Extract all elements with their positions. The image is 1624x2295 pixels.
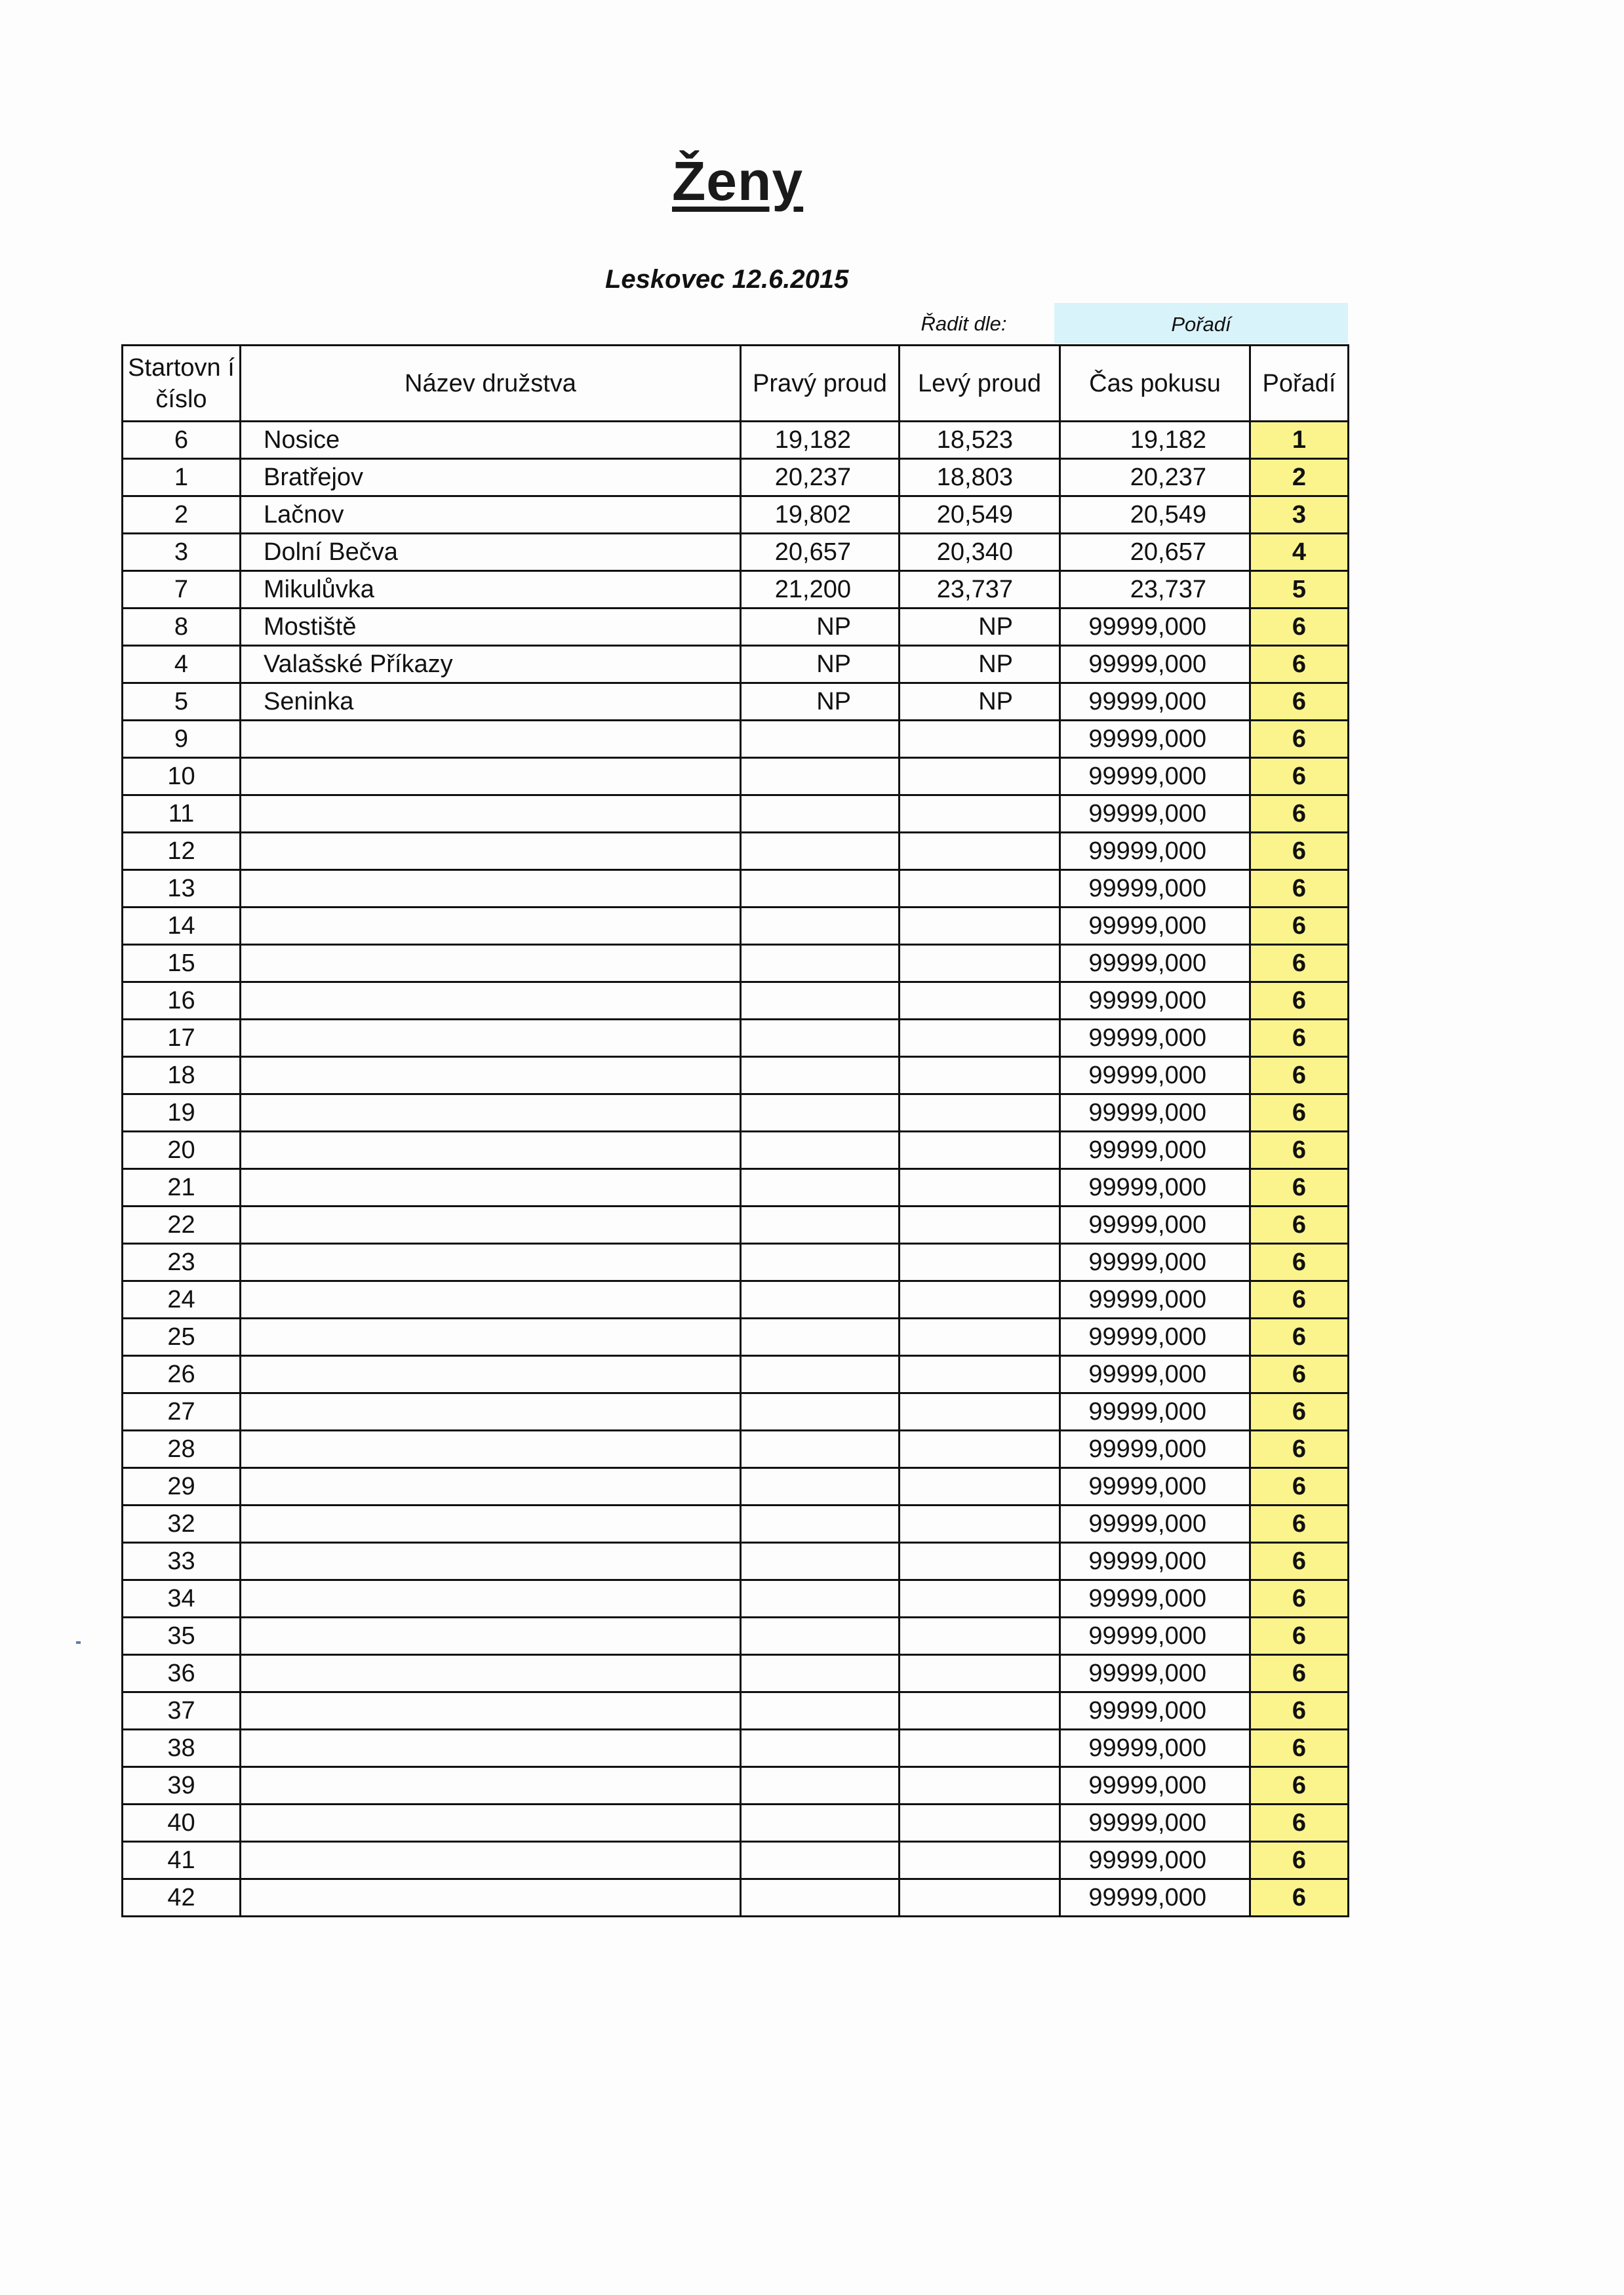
right-stream-cell: NP [741, 683, 900, 721]
team-name-cell [241, 1618, 741, 1655]
start-number-cell: 28 [123, 1431, 241, 1468]
left-stream-cell [900, 1281, 1060, 1319]
attempt-time-cell: 99999,000 [1060, 1319, 1250, 1356]
start-number-cell: 1 [123, 459, 241, 496]
rank-cell: 6 [1250, 1543, 1349, 1580]
right-stream-cell [741, 1057, 900, 1094]
right-stream-cell [741, 1879, 900, 1917]
rank-cell: 2 [1250, 459, 1349, 496]
table-row [123, 1692, 1349, 1730]
table-row [123, 1431, 1349, 1468]
start-number-cell: 39 [123, 1767, 241, 1805]
right-stream-cell: 20,237 [741, 459, 900, 496]
attempt-time-cell: 99999,000 [1060, 1692, 1250, 1730]
right-stream-cell [741, 721, 900, 758]
attempt-time-cell: 20,549 [1060, 496, 1250, 534]
rank-cell: 1 [1250, 422, 1349, 459]
team-name-cell [241, 1468, 741, 1506]
start-number-cell: 38 [123, 1730, 241, 1767]
start-number-cell: 41 [123, 1842, 241, 1879]
start-number-cell: 19 [123, 1094, 241, 1132]
start-number-cell: 11 [123, 795, 241, 833]
team-name-cell [241, 1580, 741, 1618]
rank-cell: 6 [1250, 1468, 1349, 1506]
left-stream-cell [900, 795, 1060, 833]
start-number-cell: 22 [123, 1207, 241, 1244]
team-name-cell [241, 1132, 741, 1169]
right-stream-cell [741, 1692, 900, 1730]
table-row [123, 758, 1349, 795]
table-row [123, 1655, 1349, 1692]
team-name-cell [241, 1057, 741, 1094]
start-number-cell: 10 [123, 758, 241, 795]
table-row [123, 1132, 1349, 1169]
rank-cell: 6 [1250, 1879, 1349, 1917]
team-name-cell [241, 1244, 741, 1281]
attempt-time-cell: 99999,000 [1060, 609, 1250, 646]
rank-cell: 6 [1250, 683, 1349, 721]
attempt-time-cell: 99999,000 [1060, 1879, 1250, 1917]
rank-cell: 5 [1250, 571, 1349, 609]
right-stream-cell [741, 1730, 900, 1767]
right-stream-cell [741, 908, 900, 945]
table-row [123, 1506, 1349, 1543]
rank-cell: 6 [1250, 908, 1349, 945]
table-row [123, 721, 1349, 758]
start-number-cell: 26 [123, 1356, 241, 1393]
rank-cell: 6 [1250, 1319, 1349, 1356]
table-row [123, 1580, 1349, 1618]
left-stream-cell [900, 1020, 1060, 1057]
attempt-time-cell: 99999,000 [1060, 908, 1250, 945]
rank-cell: 3 [1250, 496, 1349, 534]
table-row [123, 1020, 1349, 1057]
attempt-time-cell: 99999,000 [1060, 1393, 1250, 1431]
start-number-cell: 12 [123, 833, 241, 870]
right-stream-cell [741, 982, 900, 1020]
team-name-cell [241, 833, 741, 870]
team-name-cell [241, 1879, 741, 1917]
team-name-cell [241, 1393, 741, 1431]
right-stream-cell: NP [741, 646, 900, 683]
attempt-time-cell: 99999,000 [1060, 1132, 1250, 1169]
rank-cell: 6 [1250, 1057, 1349, 1094]
left-stream-cell [900, 1094, 1060, 1132]
table-row [123, 459, 1349, 496]
start-number-cell: 9 [123, 721, 241, 758]
header-team-name: Název družstva [241, 346, 741, 422]
table-row [123, 1281, 1349, 1319]
attempt-time-cell: 99999,000 [1060, 795, 1250, 833]
team-name-cell [241, 1655, 741, 1692]
attempt-time-cell: 99999,000 [1060, 1169, 1250, 1207]
team-name-cell: Lačnov [241, 496, 741, 534]
table-row [123, 1169, 1349, 1207]
table-row [123, 496, 1349, 534]
right-stream-cell [741, 1132, 900, 1169]
right-stream-cell [741, 945, 900, 982]
start-number-cell: 13 [123, 870, 241, 908]
rank-cell: 6 [1250, 945, 1349, 982]
table-row [123, 1094, 1349, 1132]
start-number-cell: 34 [123, 1580, 241, 1618]
team-name-cell [241, 1207, 741, 1244]
attempt-time-cell: 99999,000 [1060, 1655, 1250, 1692]
start-number-cell: 42 [123, 1879, 241, 1917]
attempt-time-cell: 99999,000 [1060, 1281, 1250, 1319]
start-number-cell: 27 [123, 1393, 241, 1431]
start-number-cell: 6 [123, 422, 241, 459]
team-name-cell [241, 721, 741, 758]
event-subtitle: Leskovec 12.6.2015 [605, 265, 849, 294]
team-name-cell [241, 945, 741, 982]
team-name-cell: Mostiště [241, 609, 741, 646]
right-stream-cell [741, 1393, 900, 1431]
right-stream-cell: 20,657 [741, 534, 900, 571]
right-stream-cell [741, 1356, 900, 1393]
left-stream-cell [900, 1543, 1060, 1580]
left-stream-cell [900, 1319, 1060, 1356]
start-number-cell: 2 [123, 496, 241, 534]
rank-cell: 6 [1250, 1842, 1349, 1879]
left-stream-cell [900, 1169, 1060, 1207]
team-name-cell [241, 908, 741, 945]
left-stream-cell [900, 945, 1060, 982]
attempt-time-cell: 20,237 [1060, 459, 1250, 496]
rank-cell: 6 [1250, 833, 1349, 870]
team-name-cell: Mikulůvka [241, 571, 741, 609]
left-stream-cell: 18,803 [900, 459, 1060, 496]
rank-cell: 6 [1250, 1655, 1349, 1692]
left-stream-cell [900, 758, 1060, 795]
attempt-time-cell: 99999,000 [1060, 1506, 1250, 1543]
left-stream-cell [900, 1468, 1060, 1506]
attempt-time-cell: 99999,000 [1060, 1207, 1250, 1244]
table-row [123, 1805, 1349, 1842]
right-stream-cell [741, 1468, 900, 1506]
team-name-cell [241, 1169, 741, 1207]
left-stream-cell [900, 870, 1060, 908]
start-number-cell: 5 [123, 683, 241, 721]
right-stream-cell: NP [741, 609, 900, 646]
right-stream-cell [741, 1020, 900, 1057]
table-row [123, 1057, 1349, 1094]
attempt-time-cell: 99999,000 [1060, 721, 1250, 758]
rank-cell: 6 [1250, 1431, 1349, 1468]
attempt-time-cell: 99999,000 [1060, 1730, 1250, 1767]
left-stream-cell: NP [900, 609, 1060, 646]
left-stream-cell [900, 1207, 1060, 1244]
table-row [123, 534, 1349, 571]
start-number-cell: 23 [123, 1244, 241, 1281]
rank-cell: 6 [1250, 1618, 1349, 1655]
left-stream-cell [900, 1132, 1060, 1169]
table-row [123, 1207, 1349, 1244]
right-stream-cell [741, 1767, 900, 1805]
attempt-time-cell: 23,737 [1060, 571, 1250, 609]
rank-cell: 6 [1250, 1094, 1349, 1132]
rank-cell: 6 [1250, 1132, 1349, 1169]
team-name-cell [241, 870, 741, 908]
right-stream-cell [741, 870, 900, 908]
left-stream-cell: 20,549 [900, 496, 1060, 534]
start-number-cell: 17 [123, 1020, 241, 1057]
rank-cell: 6 [1250, 1805, 1349, 1842]
attempt-time-cell: 99999,000 [1060, 1468, 1250, 1506]
left-stream-cell [900, 833, 1060, 870]
left-stream-cell [900, 1244, 1060, 1281]
start-number-cell: 40 [123, 1805, 241, 1842]
table-row [123, 1842, 1349, 1879]
team-name-cell [241, 1730, 741, 1767]
left-stream-cell: 23,737 [900, 571, 1060, 609]
rank-cell: 6 [1250, 646, 1349, 683]
right-stream-cell [741, 1319, 900, 1356]
left-stream-cell [900, 1692, 1060, 1730]
team-name-cell [241, 1431, 741, 1468]
right-stream-cell [741, 1655, 900, 1692]
table-row [123, 1618, 1349, 1655]
start-number-cell: 33 [123, 1543, 241, 1580]
right-stream-cell [741, 1169, 900, 1207]
scan-artifact [76, 1641, 81, 1644]
attempt-time-cell: 99999,000 [1060, 1618, 1250, 1655]
right-stream-cell [741, 1281, 900, 1319]
left-stream-cell [900, 1506, 1060, 1543]
rank-cell: 6 [1250, 721, 1349, 758]
team-name-cell [241, 982, 741, 1020]
attempt-time-cell: 99999,000 [1060, 683, 1250, 721]
start-number-cell: 16 [123, 982, 241, 1020]
header-row [123, 346, 1349, 422]
table-row [123, 982, 1349, 1020]
team-name-cell [241, 1692, 741, 1730]
rank-cell: 6 [1250, 1207, 1349, 1244]
table-row [123, 945, 1349, 982]
left-stream-cell [900, 721, 1060, 758]
start-number-cell: 35 [123, 1618, 241, 1655]
left-stream-cell [900, 1879, 1060, 1917]
left-stream-cell: NP [900, 683, 1060, 721]
rank-cell: 6 [1250, 609, 1349, 646]
start-number-cell: 37 [123, 1692, 241, 1730]
rank-cell: 6 [1250, 758, 1349, 795]
attempt-time-cell: 99999,000 [1060, 646, 1250, 683]
start-number-cell: 36 [123, 1655, 241, 1692]
start-number-cell: 14 [123, 908, 241, 945]
team-name-cell [241, 1094, 741, 1132]
attempt-time-cell: 99999,000 [1060, 1356, 1250, 1393]
start-number-cell: 3 [123, 534, 241, 571]
team-name-cell [241, 1281, 741, 1319]
attempt-time-cell: 99999,000 [1060, 1580, 1250, 1618]
right-stream-cell [741, 1207, 900, 1244]
header-left-stream: Levý proud [900, 346, 1060, 422]
left-stream-cell [900, 1580, 1060, 1618]
rank-cell: 4 [1250, 534, 1349, 571]
right-stream-cell [741, 1244, 900, 1281]
attempt-time-cell: 99999,000 [1060, 1244, 1250, 1281]
team-name-cell [241, 795, 741, 833]
rank-cell: 6 [1250, 1730, 1349, 1767]
start-number-cell: 8 [123, 609, 241, 646]
left-stream-cell [900, 1767, 1060, 1805]
attempt-time-cell: 19,182 [1060, 422, 1250, 459]
right-stream-cell [741, 795, 900, 833]
attempt-time-cell: 99999,000 [1060, 982, 1250, 1020]
results-table [121, 344, 1349, 1917]
rank-cell: 6 [1250, 1767, 1349, 1805]
table-row [123, 908, 1349, 945]
team-name-cell [241, 1506, 741, 1543]
team-name-cell [241, 1543, 741, 1580]
rank-cell: 6 [1250, 795, 1349, 833]
left-stream-cell [900, 1730, 1060, 1767]
attempt-time-cell: 99999,000 [1060, 1805, 1250, 1842]
team-name-cell: Bratřejov [241, 459, 741, 496]
attempt-time-cell: 99999,000 [1060, 870, 1250, 908]
right-stream-cell [741, 1094, 900, 1132]
right-stream-cell [741, 1543, 900, 1580]
rank-cell: 6 [1250, 870, 1349, 908]
start-number-cell: 24 [123, 1281, 241, 1319]
rank-cell: 6 [1250, 1580, 1349, 1618]
table-row [123, 1730, 1349, 1767]
table-row [123, 1543, 1349, 1580]
table-row [123, 795, 1349, 833]
right-stream-cell [741, 1580, 900, 1618]
table-row [123, 646, 1349, 683]
right-stream-cell: 19,182 [741, 422, 900, 459]
table-row [123, 609, 1349, 646]
left-stream-cell [900, 1805, 1060, 1842]
start-number-cell: 20 [123, 1132, 241, 1169]
rank-cell: 6 [1250, 1393, 1349, 1431]
table-row [123, 833, 1349, 870]
left-stream-cell: NP [900, 646, 1060, 683]
left-stream-cell: 18,523 [900, 422, 1060, 459]
left-stream-cell [900, 1618, 1060, 1655]
header-rank: Pořadí [1250, 346, 1349, 422]
right-stream-cell [741, 1506, 900, 1543]
attempt-time-cell: 20,657 [1060, 534, 1250, 571]
attempt-time-cell: 99999,000 [1060, 758, 1250, 795]
header-attempt-time: Čas pokusu [1060, 346, 1250, 422]
start-number-cell: 15 [123, 945, 241, 982]
start-number-cell: 4 [123, 646, 241, 683]
team-name-cell: Dolní Bečva [241, 534, 741, 571]
left-stream-cell [900, 1057, 1060, 1094]
team-name-cell [241, 1805, 741, 1842]
start-number-cell: 29 [123, 1468, 241, 1506]
rank-cell: 6 [1250, 1506, 1349, 1543]
team-name-cell: Seninka [241, 683, 741, 721]
attempt-time-cell: 99999,000 [1060, 945, 1250, 982]
team-name-cell [241, 1842, 741, 1879]
attempt-time-cell: 99999,000 [1060, 1543, 1250, 1580]
table-row [123, 422, 1349, 459]
rank-cell: 6 [1250, 1020, 1349, 1057]
attempt-time-cell: 99999,000 [1060, 1431, 1250, 1468]
start-number-cell: 25 [123, 1319, 241, 1356]
table-row [123, 683, 1349, 721]
right-stream-cell [741, 758, 900, 795]
sort-by-label: Řadit dle: [921, 312, 1007, 335]
attempt-time-cell: 99999,000 [1060, 1020, 1250, 1057]
sort-by-value: Pořadí [1054, 303, 1348, 344]
rank-cell: 6 [1250, 982, 1349, 1020]
rank-cell: 6 [1250, 1169, 1349, 1207]
left-stream-cell [900, 1431, 1060, 1468]
rank-cell: 6 [1250, 1692, 1349, 1730]
header-start-number: Startovn í číslo [123, 346, 241, 422]
table-row [123, 1468, 1349, 1506]
right-stream-cell: 19,802 [741, 496, 900, 534]
attempt-time-cell: 99999,000 [1060, 1767, 1250, 1805]
team-name-cell [241, 1767, 741, 1805]
left-stream-cell [900, 1393, 1060, 1431]
table-row [123, 1767, 1349, 1805]
table-row [123, 1319, 1349, 1356]
table-row [123, 1244, 1349, 1281]
attempt-time-cell: 99999,000 [1060, 1094, 1250, 1132]
left-stream-cell [900, 1842, 1060, 1879]
page-title: Ženy [672, 150, 804, 212]
attempt-time-cell: 99999,000 [1060, 1842, 1250, 1879]
right-stream-cell: 21,200 [741, 571, 900, 609]
left-stream-cell [900, 908, 1060, 945]
attempt-time-cell: 99999,000 [1060, 1057, 1250, 1094]
right-stream-cell [741, 1431, 900, 1468]
right-stream-cell [741, 1618, 900, 1655]
left-stream-cell [900, 982, 1060, 1020]
table-row [123, 1879, 1349, 1917]
team-name-cell: Valašské Příkazy [241, 646, 741, 683]
header-right-stream: Pravý proud [741, 346, 900, 422]
table-row [123, 1356, 1349, 1393]
team-name-cell: Nosice [241, 422, 741, 459]
rank-cell: 6 [1250, 1356, 1349, 1393]
start-number-cell: 7 [123, 571, 241, 609]
rank-cell: 6 [1250, 1244, 1349, 1281]
table-row [123, 571, 1349, 609]
team-name-cell [241, 1356, 741, 1393]
table-row [123, 870, 1349, 908]
left-stream-cell: 20,340 [900, 534, 1060, 571]
start-number-cell: 32 [123, 1506, 241, 1543]
right-stream-cell [741, 1842, 900, 1879]
right-stream-cell [741, 833, 900, 870]
left-stream-cell [900, 1356, 1060, 1393]
team-name-cell [241, 1020, 741, 1057]
start-number-cell: 18 [123, 1057, 241, 1094]
start-number-cell: 21 [123, 1169, 241, 1207]
rank-cell: 6 [1250, 1281, 1349, 1319]
table-row [123, 1393, 1349, 1431]
team-name-cell [241, 1319, 741, 1356]
attempt-time-cell: 99999,000 [1060, 833, 1250, 870]
left-stream-cell [900, 1655, 1060, 1692]
right-stream-cell [741, 1805, 900, 1842]
team-name-cell [241, 758, 741, 795]
